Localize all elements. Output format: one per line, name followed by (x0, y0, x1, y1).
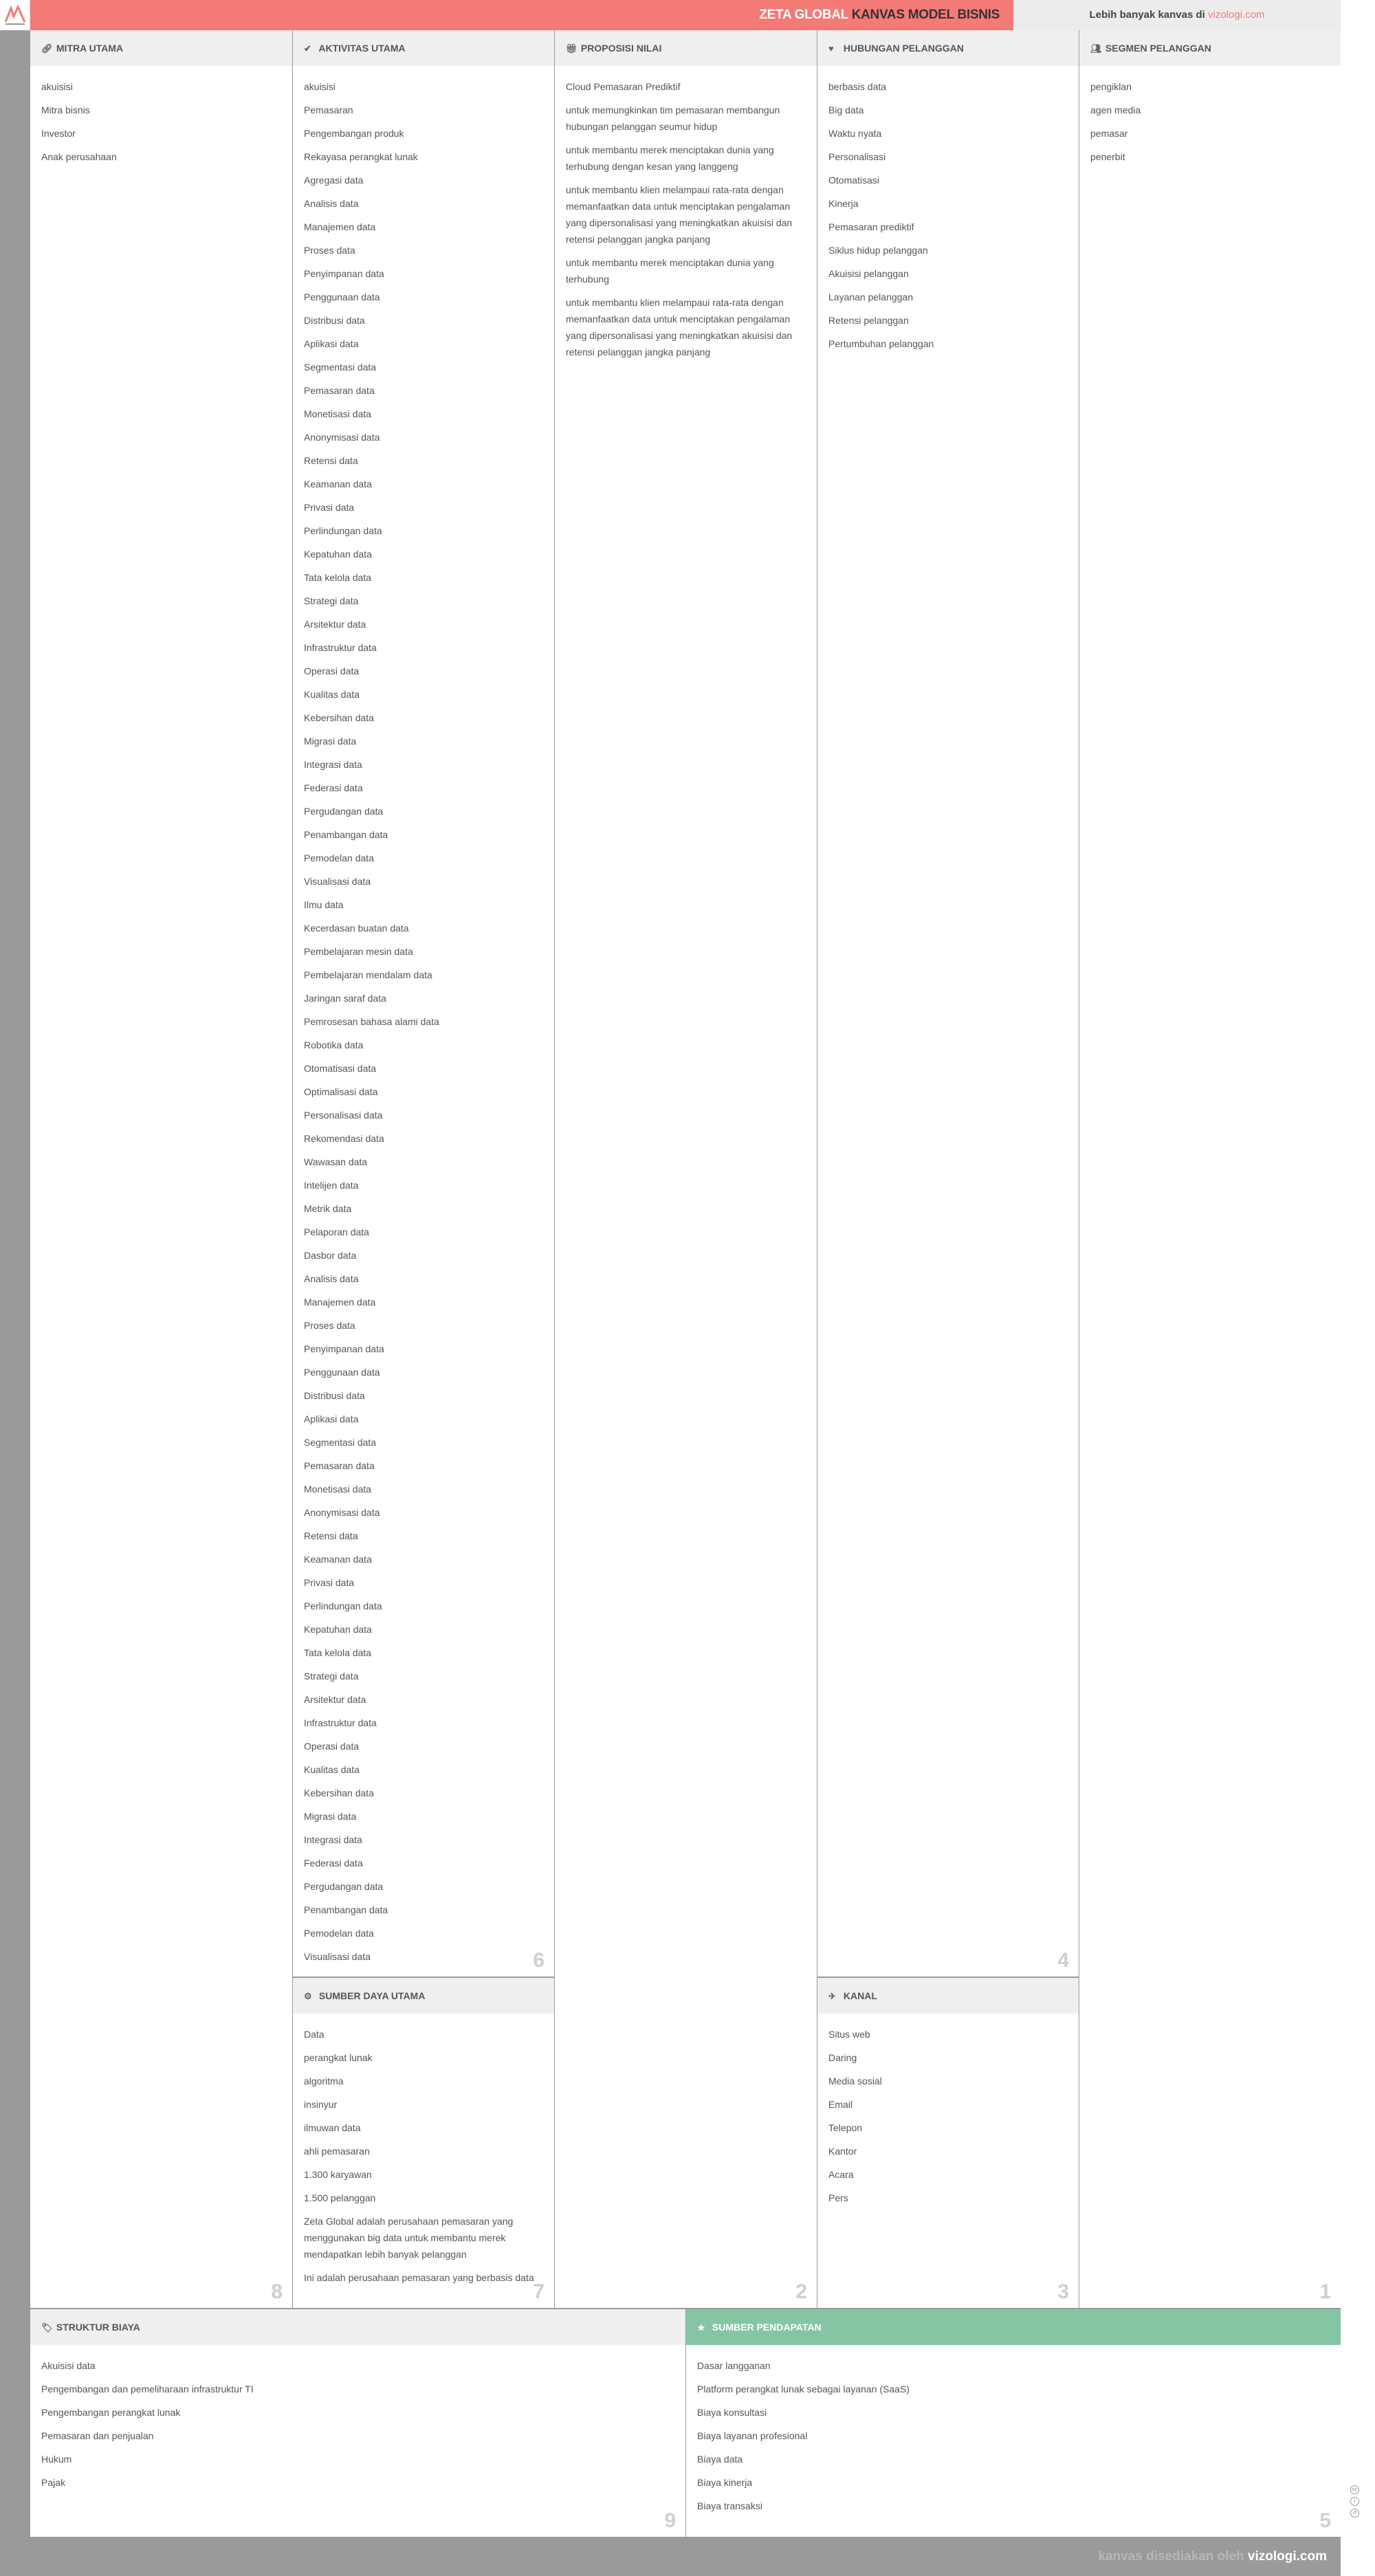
list-item: Manajemen data (304, 221, 376, 232)
footer (0, 2537, 1341, 2576)
panel-title: AKTIVITAS UTAMA (318, 43, 406, 54)
list-item: Pers (828, 2192, 848, 2203)
list-item: perangkat lunak (304, 2052, 373, 2063)
list-item: Analisis data (304, 198, 359, 209)
canvas-title (759, 0, 1000, 30)
list-item: Penyimpanan data (304, 1343, 384, 1354)
check-icon: ✔ (304, 43, 311, 54)
panel-list (686, 2357, 1341, 2521)
list-item: Pengembangan dan pemeliharaan infrastruktur TI (41, 2384, 254, 2395)
gear-icon: ⚙ (304, 1991, 312, 2001)
panel-title: HUBUNGAN PELANGGAN (843, 43, 964, 54)
panel-title: PROPOSISI NILAI (580, 43, 662, 54)
list-item: akuisisi (41, 81, 73, 92)
link-icon: 🔗︎ (41, 43, 53, 54)
list-item: Strategi data (304, 1671, 359, 1682)
list-item: Anonymisasi data (304, 432, 380, 443)
panel-customer-relationships (817, 30, 1079, 1977)
list-item: Privasi data (304, 1577, 355, 1588)
list-item: Visualisasi data (304, 1951, 371, 1962)
list-item: Robotika data (304, 1039, 364, 1050)
panel-number: 9 (664, 2509, 676, 2532)
list-item: Pengembangan produk (304, 128, 404, 139)
list-item: Federasi data (304, 1858, 363, 1869)
list-item: Tata kelola data (304, 572, 372, 583)
panel-revenue-streams (686, 2309, 1341, 2537)
panel-header (293, 30, 554, 66)
list-item: Kepatuhan data (304, 549, 372, 560)
panel-key-partners (30, 30, 292, 2308)
vizologi-logo[interactable] (0, 0, 30, 30)
list-item: Rekomendasi data (304, 1133, 384, 1144)
list-item: Data (304, 2029, 324, 2040)
panel-number: 3 (1057, 2280, 1069, 2303)
list-item: Media sosial (828, 2076, 882, 2087)
list-item: Pemasaran data (304, 1460, 375, 1471)
list-item: Akuisisi pelanggan (828, 268, 909, 279)
panel-header (30, 30, 292, 66)
list-item: Rekayasa perangkat lunak (304, 151, 418, 162)
panel-list (1079, 78, 1341, 172)
list-item: Pemasaran (304, 104, 353, 115)
panel-customer-segments (1079, 30, 1341, 2308)
footer-site-link[interactable]: vizologi.com (1247, 2549, 1327, 2564)
more-canvases-prefix: Lebih banyak kanvas di (1089, 9, 1205, 21)
list-item: Infrastruktur data (304, 1717, 377, 1728)
panel-cost-structure (30, 2309, 685, 2537)
list-item: ahli pemasaran (304, 2146, 370, 2157)
panel-list (817, 78, 1079, 359)
list-item: Infrastruktur data (304, 642, 377, 653)
license-icons (1348, 2485, 1368, 2520)
list-item: Pengembangan perangkat lunak (41, 2407, 181, 2418)
panel-title: KANAL (843, 1990, 877, 2001)
panel-title: SUMBER PENDAPATAN (712, 2322, 822, 2333)
panel-number: 1 (1319, 2280, 1331, 2303)
list-item: Cloud Pemasaran Prediktif (566, 81, 681, 92)
list-item: Penggunaan data (304, 291, 380, 302)
panel-list (817, 2026, 1079, 2213)
list-item: Distribusi data (304, 315, 365, 326)
list-item: Pemodelan data (304, 1928, 374, 1939)
list-item: Arsitektur data (304, 619, 366, 630)
list-item: Platform perangkat lunak sebagai layanan (SaaS) (697, 2384, 910, 2395)
list-item: Telepon (828, 2122, 863, 2133)
list-item: Zeta Global adalah perusahaan pemasaran yang menggunakan big data untuk membantu merek mendapatkan lebih banyak pelanggan (304, 2216, 514, 2260)
list-item: Retensi pelanggan (828, 315, 909, 326)
right-sidebar (1341, 30, 1375, 2576)
list-item: akuisisi (304, 81, 336, 92)
list-item: Pembelajaran mendalam data (304, 969, 432, 980)
list-item: Biaya layanan profesional (697, 2430, 808, 2441)
panel-header (686, 2309, 1341, 2345)
list-item: Kinerja (828, 198, 859, 209)
list-item: pemasar (1090, 128, 1128, 139)
list-item: Akuisisi data (41, 2360, 96, 2371)
list-item: Kecerdasan buatan data (304, 923, 409, 934)
list-item: untuk membantu klien melampaui rata-rata dengan memanfaatkan data untuk menciptakan pengalaman yang dipersonalisasi yang meningkatkan akuisisi dan retensi pelanggan jangka panjang (566, 184, 793, 245)
list-item: Pertumbuhan pelanggan (828, 338, 934, 349)
list-item: Acara (828, 2169, 854, 2180)
panel-key-activities (293, 30, 554, 1977)
panel-header (817, 1978, 1079, 2014)
list-item: Situs web (828, 2029, 870, 2040)
canvas-name: KANVAS MODEL BISNIS (851, 8, 1000, 22)
list-item: Keamanan data (304, 1554, 372, 1565)
list-item: Privasi data (304, 502, 355, 513)
title-strip (30, 0, 1013, 30)
panel-list (293, 2026, 554, 2293)
footer-prefix: kanvas disediakan oleh (1098, 2549, 1244, 2564)
list-item: Penambangan data (304, 1904, 388, 1915)
list-item: Biaya kinerja (697, 2477, 753, 2488)
list-item: untuk membantu merek menciptakan dunia yang terhubung dengan kesan yang langgeng (566, 144, 774, 172)
list-item: Daring (828, 2052, 857, 2063)
list-item: Optimalisasi data (304, 1086, 378, 1097)
list-item: Otomatisasi (828, 175, 879, 186)
tag-icon: 🏷︎ (41, 2322, 53, 2333)
list-item: penerbit (1090, 151, 1125, 162)
list-item: Perlindungan data (304, 525, 382, 536)
list-item: untuk memungkinkan tim pemasaran membangun hubungan pelanggan seumur hidup (566, 104, 780, 132)
list-item: Email (828, 2099, 853, 2110)
list-item: Mitra bisnis (41, 104, 90, 115)
list-item: Migrasi data (304, 736, 357, 747)
list-item: Proses data (304, 245, 355, 256)
panel-header (30, 2309, 685, 2345)
list-item: Migrasi data (304, 1811, 357, 1822)
list-item: Kebersihan data (304, 712, 374, 723)
panel-list (30, 2357, 685, 2498)
sa-icon: ↺ (1350, 2509, 1359, 2518)
list-item: Anak perusahaan (41, 151, 117, 162)
list-item: berbasis data (828, 81, 887, 92)
panel-header (555, 30, 817, 66)
panel-value-propositions (555, 30, 817, 2308)
panel-list (555, 78, 817, 367)
list-item: Biaya data (697, 2454, 743, 2465)
list-item: Segmentasi data (304, 362, 377, 373)
list-item: Pemodelan data (304, 852, 374, 863)
list-item: Distribusi data (304, 1390, 365, 1401)
list-item: pengiklan (1090, 81, 1132, 92)
panel-header (293, 1978, 554, 2014)
list-item: Investor (41, 128, 76, 139)
panel-number: 7 (533, 2280, 544, 2303)
list-item: untuk membantu merek menciptakan dunia yang terhubung (566, 257, 774, 285)
list-item: Arsitektur data (304, 1694, 366, 1705)
gift-icon: 🎁︎ (566, 43, 578, 54)
list-item: 1.300 karyawan (304, 2169, 372, 2180)
cc-icon: cc (1350, 2485, 1359, 2494)
panel-number: 5 (1319, 2509, 1331, 2532)
list-item: Integrasi data (304, 759, 362, 770)
panel-header (817, 30, 1079, 66)
truck-icon: ✈ (828, 1991, 836, 2001)
list-item: Keamanan data (304, 478, 372, 489)
panel-number: 2 (795, 2280, 807, 2303)
list-item: agen media (1090, 104, 1141, 115)
list-item: Personalisasi (828, 151, 886, 162)
panel-channels (817, 1978, 1079, 2308)
list-item: Big data (828, 104, 864, 115)
list-item: Waktu nyata (828, 128, 882, 139)
list-item: insinyur (304, 2099, 338, 2110)
list-item: Analisis data (304, 1273, 359, 1284)
list-item: Strategi data (304, 595, 359, 606)
panel-number: 4 (1057, 1949, 1069, 1972)
panel-number: 8 (271, 2280, 283, 2303)
heart-icon: ♥ (828, 43, 834, 54)
list-item: Penambangan data (304, 829, 388, 840)
list-item: ilmuwan data (304, 2122, 361, 2133)
list-item: Biaya transaksi (697, 2500, 762, 2511)
list-item: Otomatisasi data (304, 1063, 377, 1074)
list-item: Monetisasi data (304, 408, 372, 419)
list-item: algoritma (304, 2076, 344, 2087)
list-item: Federasi data (304, 782, 363, 793)
list-item: Perlindungan data (304, 1600, 382, 1611)
list-item: Monetisasi data (304, 1484, 372, 1495)
list-item: Retensi data (304, 455, 358, 466)
list-item: Ini adalah perusahaan pemasaran yang berbasis data (304, 2272, 534, 2283)
star-icon: ★ (697, 2322, 705, 2333)
list-item: Tata kelola data (304, 1647, 372, 1658)
top-bar (0, 0, 1375, 30)
list-item: untuk membantu klien melampaui rata-rata dengan memanfaatkan data untuk menciptakan pengalaman yang dipersonalisasi yang meningkatkan akuisisi dan retensi pelanggan jangka panjang (566, 297, 793, 357)
list-item: Segmentasi data (304, 1437, 377, 1448)
list-item: Retensi data (304, 1530, 358, 1541)
list-item: Kualitas data (304, 1764, 360, 1775)
list-item: Pembelajaran mesin data (304, 946, 413, 957)
list-item: Pelaporan data (304, 1226, 369, 1237)
list-item: Metrik data (304, 1203, 352, 1214)
list-item: Siklus hidup pelanggan (828, 245, 928, 256)
list-item: Pemasaran dan penjualan (41, 2430, 154, 2441)
panel-list (30, 78, 292, 172)
list-item: Aplikasi data (304, 1413, 359, 1424)
list-item: Visualisasi data (304, 876, 371, 887)
users-icon: 👥︎ (1090, 43, 1102, 54)
list-item: Integrasi data (304, 1834, 362, 1845)
list-item: Pergudangan data (304, 806, 384, 817)
panel-title: SUMBER DAYA UTAMA (318, 1990, 426, 2001)
footer-credit (1098, 2537, 1327, 2576)
panel-header (1079, 30, 1341, 66)
list-item: Ilmu data (304, 899, 344, 910)
list-item: Hukum (41, 2454, 72, 2465)
panel-title: MITRA UTAMA (56, 43, 124, 54)
panel-list (293, 78, 554, 1972)
list-item: Pergudangan data (304, 1881, 384, 1892)
list-item: Manajemen data (304, 1297, 376, 1308)
panel-number: 6 (533, 1949, 544, 1972)
list-item: Kualitas data (304, 689, 360, 700)
list-item: Jaringan saraf data (304, 993, 386, 1004)
list-item: Agregasi data (304, 175, 364, 186)
list-item: Kepatuhan data (304, 1624, 372, 1635)
list-item: Layanan pelanggan (828, 291, 914, 302)
panel-title: SEGMEN PELANGGAN (1105, 43, 1211, 54)
list-item: Wawasan data (304, 1156, 368, 1167)
list-item: Pajak (41, 2477, 66, 2488)
list-item: Aplikasi data (304, 338, 359, 349)
list-item: Kebersihan data (304, 1787, 374, 1798)
list-item: Dasar langganan (697, 2360, 771, 2371)
list-item: Dasbor data (304, 1250, 357, 1261)
list-item: Penyimpanan data (304, 268, 384, 279)
list-item: Personalisasi data (304, 1110, 383, 1121)
by-icon: i (1350, 2497, 1359, 2506)
list-item: 1.500 pelanggan (304, 2192, 376, 2203)
company-name: ZETA GLOBAL (759, 8, 848, 22)
list-item: Penggunaan data (304, 1367, 380, 1378)
list-item: Biaya konsultasi (697, 2407, 767, 2418)
list-item: Operasi data (304, 1741, 360, 1752)
list-item: Pemrosesan bahasa alami data (304, 1016, 439, 1027)
list-item: Pemasaran data (304, 385, 375, 396)
more-canvases-site[interactable]: vizologi.com (1208, 9, 1265, 21)
list-item: Operasi data (304, 665, 360, 676)
list-item: Intelijen data (304, 1180, 359, 1191)
panel-title: STRUKTUR BIAYA (56, 2322, 140, 2333)
list-item: Kantor (828, 2146, 857, 2157)
list-item: Anonymisasi data (304, 1507, 380, 1518)
more-canvases-link[interactable] (1013, 0, 1341, 30)
list-item: Proses data (304, 1320, 355, 1331)
panel-key-resources (293, 1978, 554, 2308)
list-item: Pemasaran prediktif (828, 221, 914, 232)
